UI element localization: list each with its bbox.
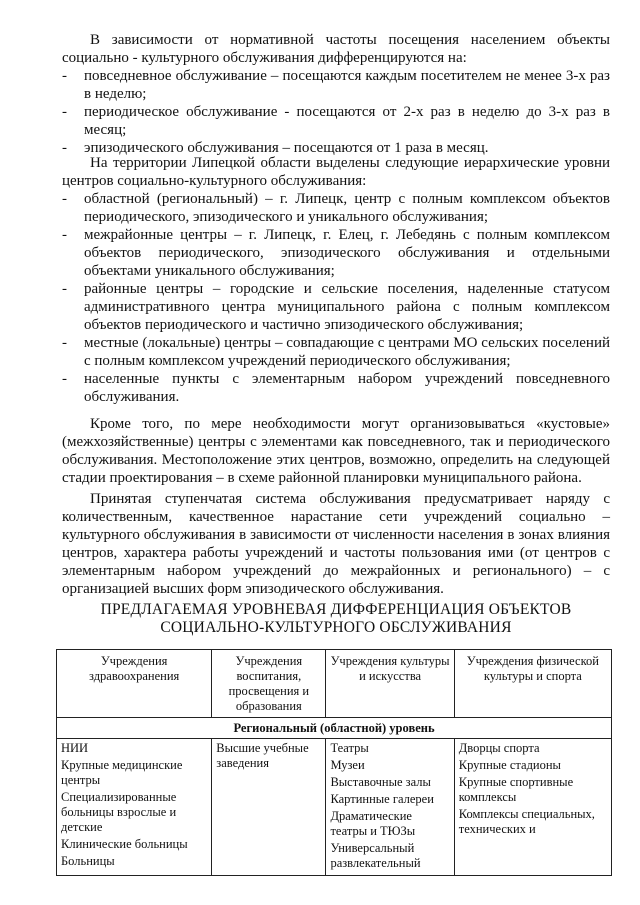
cell-item: Картинные галереи — [330, 792, 434, 806]
centers-list — [62, 190, 610, 406]
header-culture: Учреждения культуры и искусства — [326, 650, 454, 718]
level-label: Региональный (областной) уровень — [57, 718, 612, 739]
services-table — [56, 649, 612, 876]
education-cell — [212, 739, 326, 876]
culture-cell — [326, 739, 454, 876]
cell-item: Высшие учебные заведения — [216, 741, 309, 770]
list-item: - районные центры – городские и сельские поселения, наделенные статусом административного центра муниципального района с полным комплексом объектов периодического и частично эпизодического обслуживания; — [62, 280, 610, 334]
cell-item: Больницы — [61, 854, 115, 868]
header-education: Учреждения воспитания, просвещения и образования — [212, 650, 326, 718]
cell-item: Комплексы специальных, технических и — [458, 807, 595, 836]
cell-item: Дворцы спорта — [458, 741, 540, 755]
list-item: - эпизодического обслуживания – посещаются от 1 раза в месяц. — [62, 139, 610, 157]
system-section — [62, 490, 610, 598]
list-item: - межрайонные центры – г. Липецк, г. Елец, г. Лебедянь с полным комплексом объектов периодического, эпизодического обслуживания и отдельными объектами уникального обслуживания; — [62, 226, 610, 280]
cell-item: Крупные спортивные комплексы — [458, 775, 574, 804]
cell-item: Клинические больницы — [61, 837, 188, 851]
table-title-line-2: СОЦИАЛЬНО-КУЛЬТУРНОГО ОБСЛУЖИВАНИЯ — [160, 619, 512, 636]
centers-paragraph: На территории Липецкой области выделены следующие иерархические уровни центров социально-культурного обслуживания: — [62, 155, 610, 189]
centers-section — [62, 154, 610, 406]
cell-item: Крупные стадионы — [458, 758, 561, 772]
list-item: - периодическое обслуживание - посещаются от 2-х раз в неделю до 3-х раз в месяц; — [62, 103, 610, 139]
bush-centers-section — [62, 415, 610, 487]
cell-item: Выставочные залы — [330, 775, 431, 789]
cell-item: Музеи — [330, 758, 365, 772]
sport-cell — [454, 739, 611, 876]
level-row — [57, 718, 612, 739]
header-health: Учреждения здравоохранения — [57, 650, 212, 718]
cell-item: Драматические театры и ТЮЗы — [330, 809, 416, 838]
list-item: - населенные пункты с элементарным набором учреждений повседневного обслуживания. — [62, 370, 610, 406]
cell-item: Театры — [330, 741, 369, 755]
cell-item: Крупные медицинские центры — [61, 758, 183, 787]
intro-section — [62, 31, 610, 157]
table-title — [62, 601, 610, 637]
table-title-line-1: ПРЕДЛАГАЕМАЯ УРОВНЕВАЯ ДИФФЕРЕНЦИАЦИЯ ОБЪЕКТОВ — [100, 601, 572, 618]
cell-item: Специализированные больницы взрослые и детские — [61, 790, 177, 834]
list-item: - повседневное обслуживание – посещаются каждым посетителем не менее 3-х раз в неделю; — [62, 67, 610, 103]
intro-paragraph: В зависимости от нормативной частоты посещения населением объекты социально - культурного обслуживания дифференцируются на: — [62, 32, 610, 66]
list-item: - областной (региональный) – г. Липецк, центр с полным комплексом объектов периодического, эпизодического и уникального обслуживания; — [62, 190, 610, 226]
table-row — [57, 739, 612, 876]
frequency-list — [62, 67, 610, 157]
system-paragraph: Принятая ступенчатая система обслуживания предусматривает наряду с количественным, качественное нарастание сети учреждений социально – культурного обслуживания в зависимости от численности населения в зонах влияния центров, характера работы учреждений и частоты пользования ими (от центров с элементарным набором учреждений до межрайонных и регионального) – с организацией высших форм эпизодического обслуживания. — [62, 491, 610, 597]
table-header-row — [57, 650, 612, 718]
list-item: - местные (локальные) центры – совпадающие с центрами МО сельских поселений с полным комплексом учреждений периодического обслуживания; — [62, 334, 610, 370]
cell-item: Универсальный развлекательный — [330, 841, 421, 870]
bush-centers-paragraph: Кроме того, по мере необходимости могут организовываться «кустовые» (межхозяйственные) центры с элементами как повседневного, так и периодического обслуживания. Местоположение этих центров, возможно, определить на следующей стадии проектирования – в схеме районной планировки муниципального района. — [62, 416, 610, 486]
health-cell — [57, 739, 212, 876]
header-sport: Учреждения физической культуры и спорта — [454, 650, 611, 718]
cell-item: НИИ — [61, 741, 89, 755]
